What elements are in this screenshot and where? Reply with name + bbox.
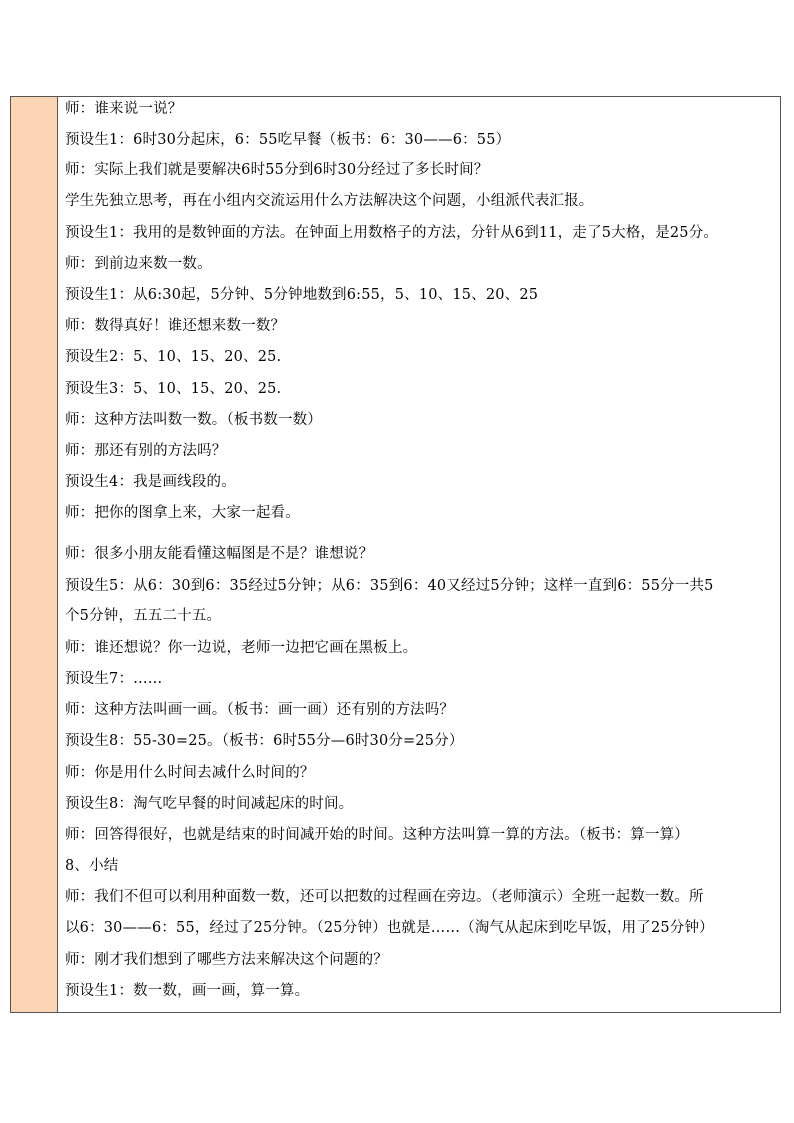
text-line: 预设生5：从6：30到6：35经过5分钟；从6：35到6：40又经过5分钟；这样一直到6：55分一共5 [65,578,714,594]
text-line: 以6：30——6：55，经过了25分钟。（25分钟）也就是……（淘气从起床到吃早饭，用了25分钟） [65,920,714,936]
text-line: 预设生2：5、10、15、20、25. [65,349,282,365]
text-line: 预设生7：…… [65,671,163,687]
text-line: 预设生1：6时30分起床，6：55吃早餐（板书：6：30——6：55） [65,132,511,148]
text-line: 师：这种方法叫数一数。（板书数一数） [65,412,322,428]
lesson-table [10,96,781,1013]
text-line: 师：回答得很好，也就是结束的时间减开始的时间。这种方法叫算一算的方法。（板书：算一算） [65,827,689,843]
content-column [58,97,780,1012]
text-line: 师：刚才我们想到了哪些方法来解决这个问题的？ [65,952,388,968]
text-line: 师：把你的图拿上来，大家一起看。 [65,505,300,521]
text-line: 预设生1：我用的是数钟面的方法。在钟面上用数格子的方法，分针从6到11，走了5大格，是25分。 [65,225,719,241]
text-line: 8、小结 [65,858,119,874]
text-line: 预设生8：淘气吃早餐的时间减起床的时间。 [65,796,354,812]
text-line: 师：到前边来数一数。 [65,256,212,272]
text-line: 预设生4：我是画线段的。 [65,474,236,490]
text-line: 预设生8：55-30=25。（板书：6时55分—6时30分=25分） [65,733,464,749]
text-line: 个5分钟，五五二十五。 [65,608,222,624]
text-line: 师：很多小朋友能看懂这幅图是不是？谁想说？ [65,546,374,562]
text-line: 预设生3：5、10、15、20、25. [65,381,282,397]
text-line: 师：那还有别的方法吗？ [65,443,227,459]
text-line: 学生先独立思考，再在小组内交流运用什么方法解决这个问题，小组派代表汇报。 [65,193,594,209]
text-line: 师：你是用什么时间去减什么时间的？ [65,765,315,781]
side-column [11,97,58,1012]
text-line: 师：这种方法叫画一画。（板书：画一画）还有别的方法吗？ [65,702,455,718]
text-line: 预设生1：从6:30起，5分钟、5分钟地数到6:55，5、10、15、20、25 [65,287,539,303]
text-line: 师：谁还想说？你一边说，老师一边把它画在黑板上。 [65,640,418,656]
text-line: 预设生1：数一数，画一画，算一算。 [65,983,310,999]
text-line: 师：数得真好！谁还想来数一数？ [65,318,286,334]
text-line: 师：我们不但可以利用种面数一数，还可以把数的过程画在旁边。（老师演示）全班一起数一数。所 [65,889,704,905]
text-line: 师：实际上我们就是要解决6时55分到6时30分经过了多长时间？ [65,162,489,178]
text-line: 师：谁来说一说？ [65,101,183,117]
